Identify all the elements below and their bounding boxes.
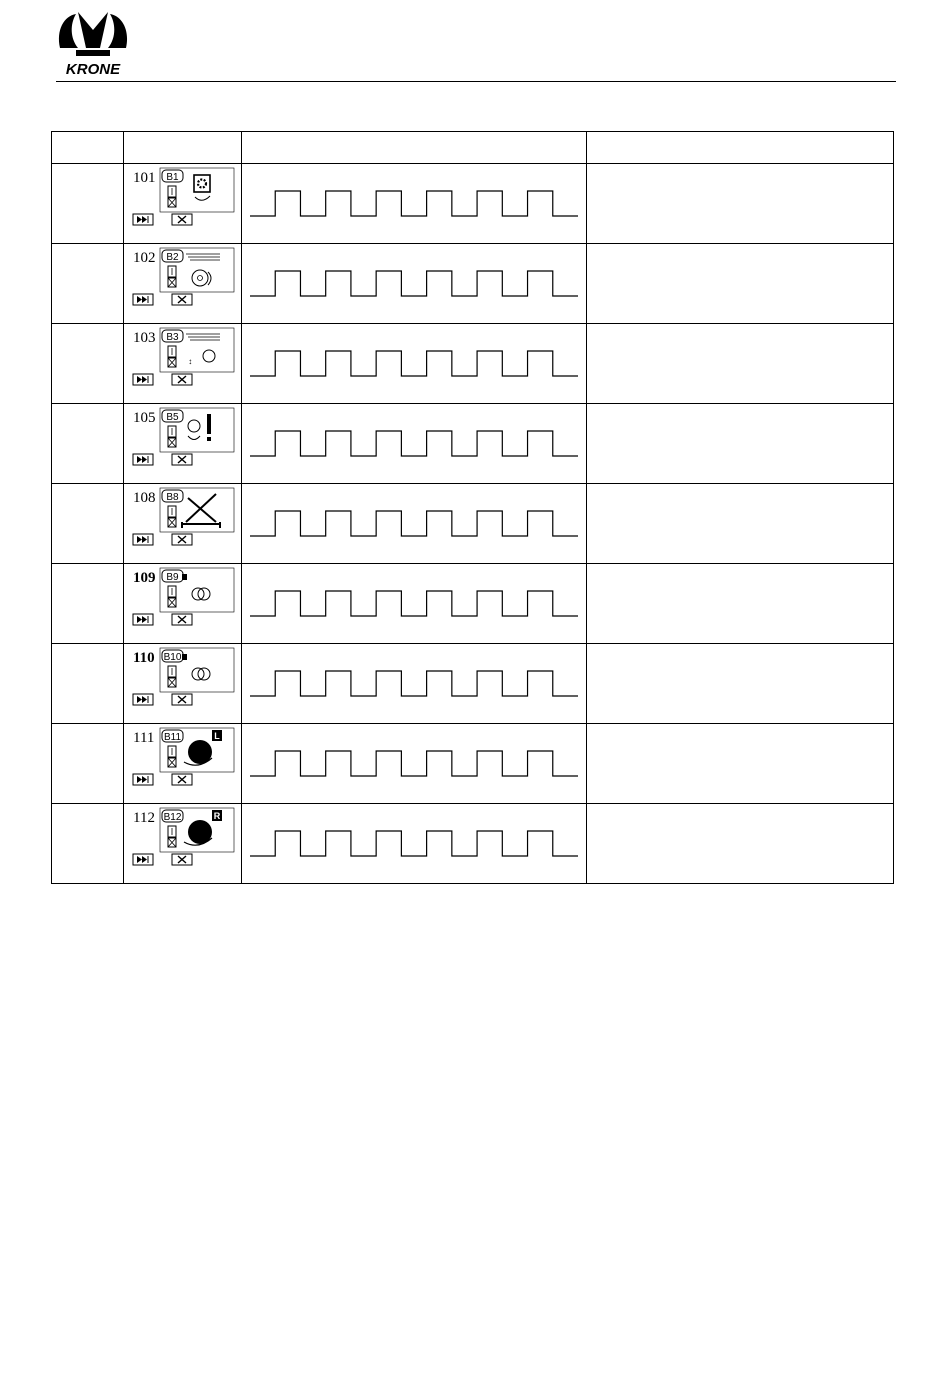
description-cell	[587, 724, 894, 804]
error-code: 111	[133, 730, 155, 746]
square-wave	[250, 751, 578, 776]
cancel-button[interactable]	[172, 614, 192, 625]
description-cell	[587, 484, 894, 564]
sensor-label: B8	[166, 492, 179, 503]
signal-cell	[242, 404, 587, 484]
signal-waveform	[242, 164, 586, 243]
sensor-label: B1	[166, 172, 179, 183]
hopper-icon	[184, 730, 222, 765]
cancel-button[interactable]	[172, 774, 192, 785]
skip-button[interactable]	[133, 534, 153, 545]
display-cell	[124, 324, 242, 404]
error-code: 109	[133, 570, 156, 586]
square-wave	[250, 671, 578, 696]
display-screen	[128, 726, 238, 792]
signal-waveform	[242, 244, 586, 323]
table-row	[52, 484, 894, 564]
square-wave	[250, 351, 578, 376]
display-screen	[128, 566, 238, 632]
gear-icon	[194, 175, 210, 200]
column-header	[587, 132, 894, 164]
cancel-button[interactable]	[172, 214, 192, 225]
display-screen	[128, 326, 238, 392]
description-cell	[587, 244, 894, 324]
row-number	[52, 404, 124, 484]
display-cell	[124, 244, 242, 324]
signal-waveform	[242, 404, 586, 483]
row-number	[52, 164, 124, 244]
error-code: 101	[133, 170, 156, 186]
signal-waveform	[242, 324, 586, 403]
sensor-label: B12	[163, 812, 182, 823]
column-header	[52, 132, 124, 164]
description-cell	[587, 804, 894, 884]
alarm-icon	[188, 414, 211, 441]
skip-button[interactable]	[133, 374, 153, 385]
row-number	[52, 564, 124, 644]
row-number	[52, 644, 124, 724]
error-code: 102	[133, 250, 156, 266]
square-wave	[250, 431, 578, 456]
pickup-icon	[182, 654, 210, 680]
table-row	[52, 804, 894, 884]
error-code: 110	[133, 650, 155, 666]
signal-cell	[242, 244, 587, 324]
skip-button[interactable]	[133, 454, 153, 465]
table-row	[52, 724, 894, 804]
table-row	[52, 164, 894, 244]
display-cell	[124, 564, 242, 644]
display-cell	[124, 724, 242, 804]
fault-table	[51, 131, 894, 884]
cancel-button[interactable]	[172, 694, 192, 705]
description-cell	[587, 404, 894, 484]
display-screen	[128, 406, 238, 472]
square-wave	[250, 591, 578, 616]
display-screen	[128, 246, 238, 312]
pickup-icon	[182, 574, 210, 600]
display-cell	[124, 164, 242, 244]
signal-waveform	[242, 484, 586, 563]
description-cell	[587, 564, 894, 644]
display-screen	[128, 806, 238, 872]
sensor-label: B9	[166, 572, 179, 583]
header-rule	[56, 81, 896, 82]
sensor-label: B3	[166, 332, 179, 343]
signal-waveform	[242, 724, 586, 803]
square-wave	[250, 271, 578, 296]
column-header	[242, 132, 587, 164]
signal-cell	[242, 804, 587, 884]
signal-waveform	[242, 804, 586, 883]
column-header	[124, 132, 242, 164]
krone-logo	[56, 8, 130, 76]
table-row	[52, 564, 894, 644]
cancel-button[interactable]	[172, 374, 192, 385]
cancel-button[interactable]	[172, 854, 192, 865]
scissors-icon	[182, 494, 220, 528]
table-row	[52, 324, 894, 404]
signal-cell	[242, 484, 587, 564]
sensor-label: B2	[166, 252, 179, 263]
cancel-button[interactable]	[172, 454, 192, 465]
signal-cell	[242, 564, 587, 644]
signal-waveform	[242, 644, 586, 723]
row-number	[52, 324, 124, 404]
brand-wordmark: KRONE	[65, 61, 121, 76]
error-code: 112	[133, 810, 155, 826]
cancel-button[interactable]	[172, 534, 192, 545]
display-cell	[124, 644, 242, 724]
error-code: 105	[133, 410, 156, 426]
wheel-rotation-icon	[186, 254, 220, 286]
row-number	[52, 804, 124, 884]
skip-button[interactable]	[133, 614, 153, 625]
hopper-icon	[184, 810, 222, 845]
signal-cell	[242, 324, 587, 404]
signal-cell	[242, 724, 587, 804]
table-row	[52, 644, 894, 724]
skip-button[interactable]	[133, 694, 153, 705]
description-cell	[587, 164, 894, 244]
error-code: 103	[133, 330, 156, 346]
signal-cell	[242, 644, 587, 724]
table-header-row	[52, 132, 894, 164]
signal-waveform	[242, 564, 586, 643]
error-code: 108	[133, 490, 156, 506]
sensor-label: B5	[166, 412, 179, 423]
display-cell	[124, 804, 242, 884]
row-number	[52, 244, 124, 324]
side-label: R	[213, 811, 221, 821]
row-number	[52, 484, 124, 564]
table-row	[52, 244, 894, 324]
square-wave	[250, 191, 578, 216]
cancel-button[interactable]	[172, 294, 192, 305]
signal-cell	[242, 164, 587, 244]
description-cell	[587, 324, 894, 404]
svg-text:↕: ↕	[188, 358, 193, 367]
skip-button[interactable]	[133, 214, 153, 225]
display-screen	[128, 166, 238, 232]
display-cell	[124, 484, 242, 564]
display-screen	[128, 486, 238, 552]
skip-button[interactable]	[133, 294, 153, 305]
row-number	[52, 724, 124, 804]
square-wave	[250, 511, 578, 536]
sensor-label: B11	[163, 732, 182, 743]
skip-button[interactable]	[133, 854, 153, 865]
display-cell	[124, 404, 242, 484]
square-wave	[250, 831, 578, 856]
description-cell	[587, 644, 894, 724]
display-screen	[128, 646, 238, 712]
skip-button[interactable]	[133, 774, 153, 785]
knife-drive-icon	[186, 334, 220, 367]
table-row	[52, 404, 894, 484]
side-label: L	[214, 731, 220, 741]
sensor-label: B10	[163, 652, 182, 663]
